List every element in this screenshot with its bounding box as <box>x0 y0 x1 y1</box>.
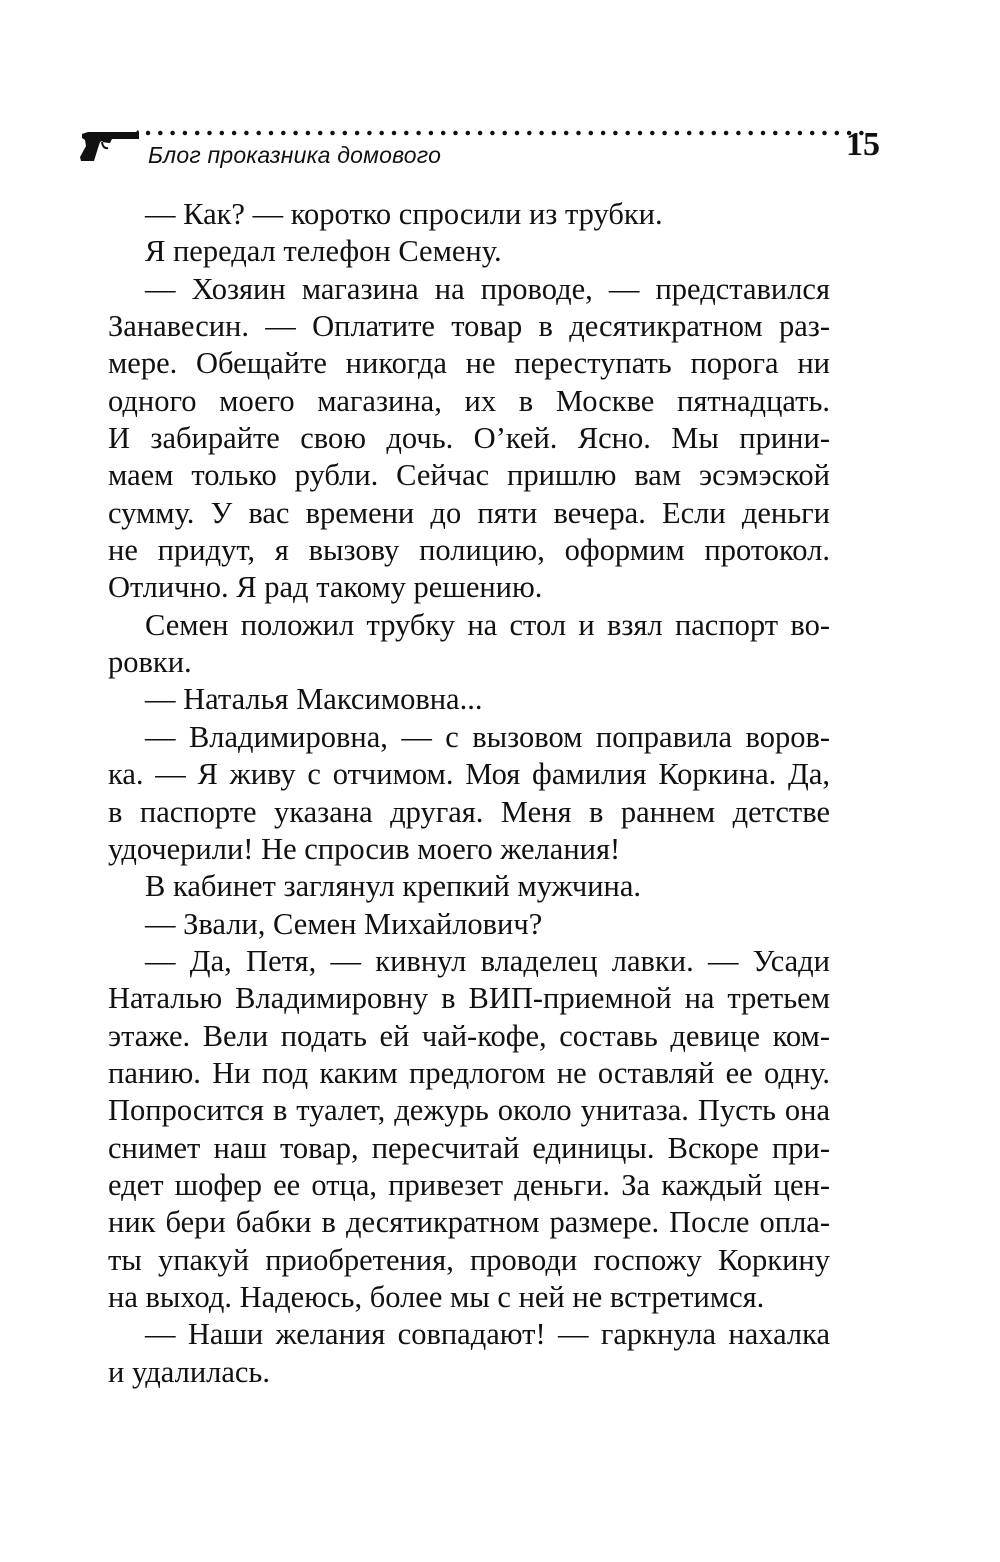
text-line: одного моего магазина, их в Москве пятнадцать. <box>108 383 830 418</box>
text-line: едет шофер ее отца, привезет деньги. За каждый цен- <box>108 1167 830 1202</box>
text-line: удочерили! Не спросив моего желания! <box>108 831 621 866</box>
paragraph <box>108 1316 830 1391</box>
text-line: ровки. <box>108 645 192 680</box>
paragraph <box>108 681 830 718</box>
text-line: — Да, Петя, — кивнул владелец лавки. — Усади <box>145 943 830 978</box>
paragraph <box>108 868 830 905</box>
text-line: Занавесин. — Оплатите товар в десятикратном раз- <box>108 309 830 344</box>
running-title: Блог проказника домового <box>148 142 442 168</box>
text-line: Я передал телефон Семену. <box>145 234 502 269</box>
paragraph <box>108 719 830 868</box>
text-line: — Владимировна, — с вызовом поправила воров- <box>145 719 830 754</box>
text-line: Отлично. Я рад такому решению. <box>108 570 543 605</box>
text-line: в паспорте указана другая. Меня в раннем детстве <box>108 794 830 829</box>
text-line: ник бери бабки в десятикратном размере. После опла- <box>108 1205 830 1240</box>
paragraph <box>108 233 830 270</box>
text-line: ка. — Я живу с отчимом. Моя фамилия Коркина. Да, <box>108 757 830 792</box>
dotted-rule <box>146 130 868 136</box>
body-text <box>108 196 830 1391</box>
pistol-icon <box>78 128 140 164</box>
text-line: панию. Ни под каким предлогом не оставляй ее одну. <box>108 1055 830 1090</box>
paragraph <box>108 906 830 943</box>
text-line: И забирайте свою дочь. О’кей. Ясно. Мы прини- <box>108 421 830 456</box>
text-line: и удалилась. <box>108 1354 270 1389</box>
text-line: сумму. У вас времени до пяти вечера. Если деньги <box>108 495 830 530</box>
text-line: — Звали, Семен Михайлович? <box>145 906 543 941</box>
text-line: — Наши желания совпадают! — гаркнула нахалка <box>145 1317 830 1352</box>
text-line: этаже. Вели подать ей чай-кофе, составь девице ком- <box>108 1018 830 1053</box>
text-line: Попросится в туалет, дежурь около унитаза. Пусть она <box>108 1093 830 1128</box>
text-line: Семен положил трубку на стол и взял паспорт во- <box>145 607 830 642</box>
page-number: 15 <box>846 126 880 163</box>
text-line: не придут, я вызову полицию, оформим протокол. <box>108 533 830 568</box>
text-line: ты упакуй приобретения, проводи госпожу Коркину <box>108 1242 830 1277</box>
text-line: маем только рубли. Сейчас пришлю вам эсэмэской <box>108 458 830 493</box>
paragraph <box>108 607 830 682</box>
text-line: — Хозяин магазина на проводе, — представился <box>145 271 830 306</box>
text-line: В кабинет заглянул крепкий мужчина. <box>145 869 642 904</box>
text-line: — Как? — коротко спросили из трубки. <box>145 197 663 231</box>
running-header <box>78 124 880 174</box>
text-line: Наталью Владимировну в ВИП-приемной на третьем <box>108 981 830 1016</box>
paragraph <box>108 196 830 233</box>
text-line: на выход. Надеюсь, более мы с ней не встретимся. <box>108 1279 765 1314</box>
paragraph <box>108 943 830 1316</box>
text-line: мере. Обещайте никогда не переступать порога ни <box>108 346 830 381</box>
paragraph <box>108 271 830 607</box>
text-line: — Наталья Максимовна... <box>145 682 483 717</box>
text-line: снимет наш товар, пересчитай единицы. Вскоре при- <box>108 1130 830 1165</box>
